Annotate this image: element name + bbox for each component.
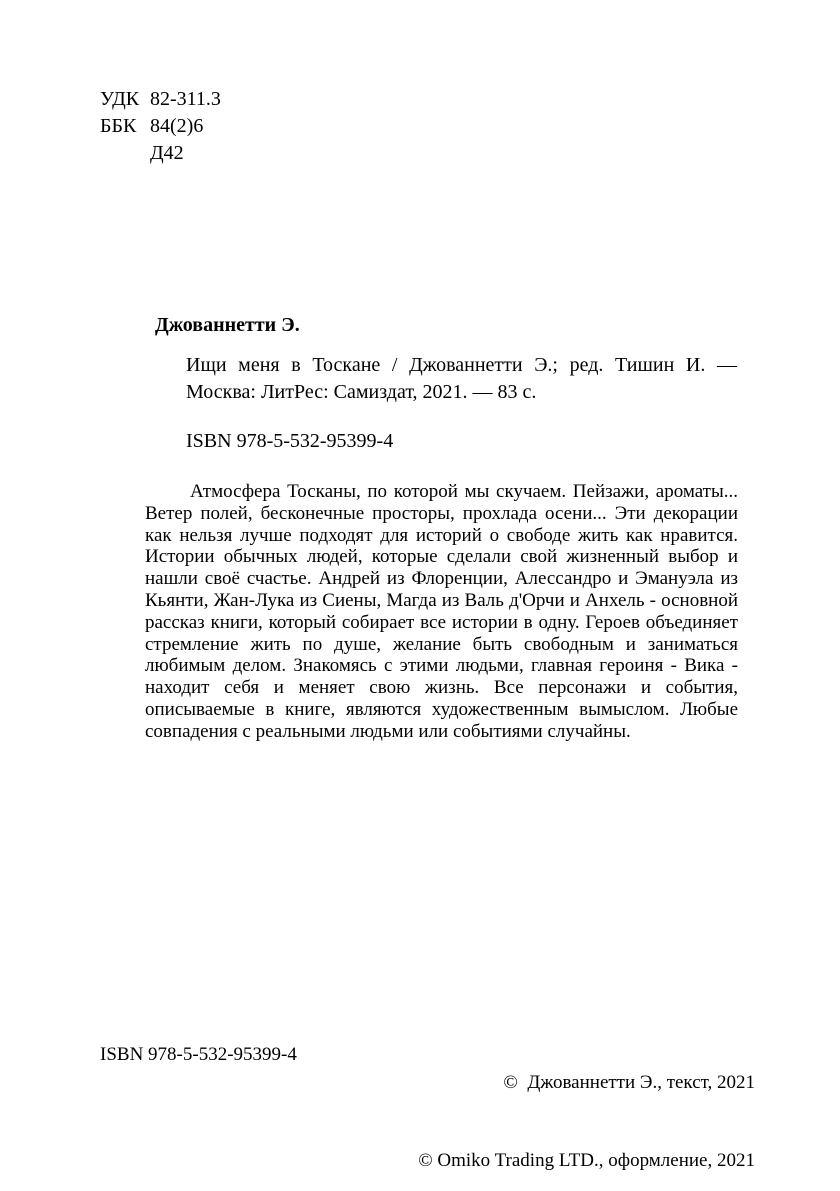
author-sign-value: Д42 bbox=[150, 142, 184, 164]
imprint-isbn: ISBN 978-5-532-95399-4 bbox=[186, 430, 394, 452]
author-sign-row bbox=[100, 140, 221, 167]
footer-copyrights bbox=[418, 1018, 755, 1191]
copyright-design-line: © Omiko Trading LTD., оформление, 2021 bbox=[418, 1150, 755, 1171]
copyright-text-line: © Джованнетти Э., текст, 2021 bbox=[503, 1072, 755, 1093]
udk-value: 82-311.3 bbox=[150, 88, 221, 110]
bib-line-1: Ищи меня в Тоскане / Джованнетти Э.; ред. Тишин И. — bbox=[186, 354, 737, 376]
bbk-row bbox=[100, 113, 221, 140]
udk-row bbox=[100, 86, 221, 113]
author-heading: Джованнетти Э. bbox=[155, 314, 300, 336]
annotation-paragraph: Атмосфера Тосканы, по которой мы скучаем. Пейзажи, ароматы... Ветер полей, бесконечные просторы, прохлада осени... Эти декорации как нельзя лучше подходят для историй о свободе жить как нравится. Истории обычных людей, которые сделали свой жизненный выбор и нашли своё счастье. Андрей из Флоренции, Алессандро и Эмануэла из Кьянти, Жан-Лука из Сиены, Магда из Валь д'Орчи и Анхель - основной рассказ книги, который собирает все истории в одну. Героев объединяет стремление жить по душе, желание быть свободным и заниматься любимым делом. Знакомясь с этими людьми, главная героиня - Вика - находит себя и меняет свою жизнь. Все персонажи и события, описываемые в книге, являются художественным вымыслом. Любые совпадения с реальными людьми или событиями случайны. bbox=[145, 481, 738, 742]
footer-isbn: ISBN 978-5-532-95399-4 bbox=[100, 1044, 297, 1065]
udk-label: УДК bbox=[100, 88, 140, 110]
bibliographic-record bbox=[186, 352, 737, 406]
classification-block bbox=[100, 86, 221, 167]
bbk-value: 84(2)6 bbox=[150, 115, 204, 137]
bbk-label: ББК bbox=[100, 115, 137, 137]
author-sign-spacer bbox=[100, 140, 150, 167]
bib-line-2: Москва: ЛитРес: Самиздат, 2021. — 83 с. bbox=[186, 381, 537, 403]
